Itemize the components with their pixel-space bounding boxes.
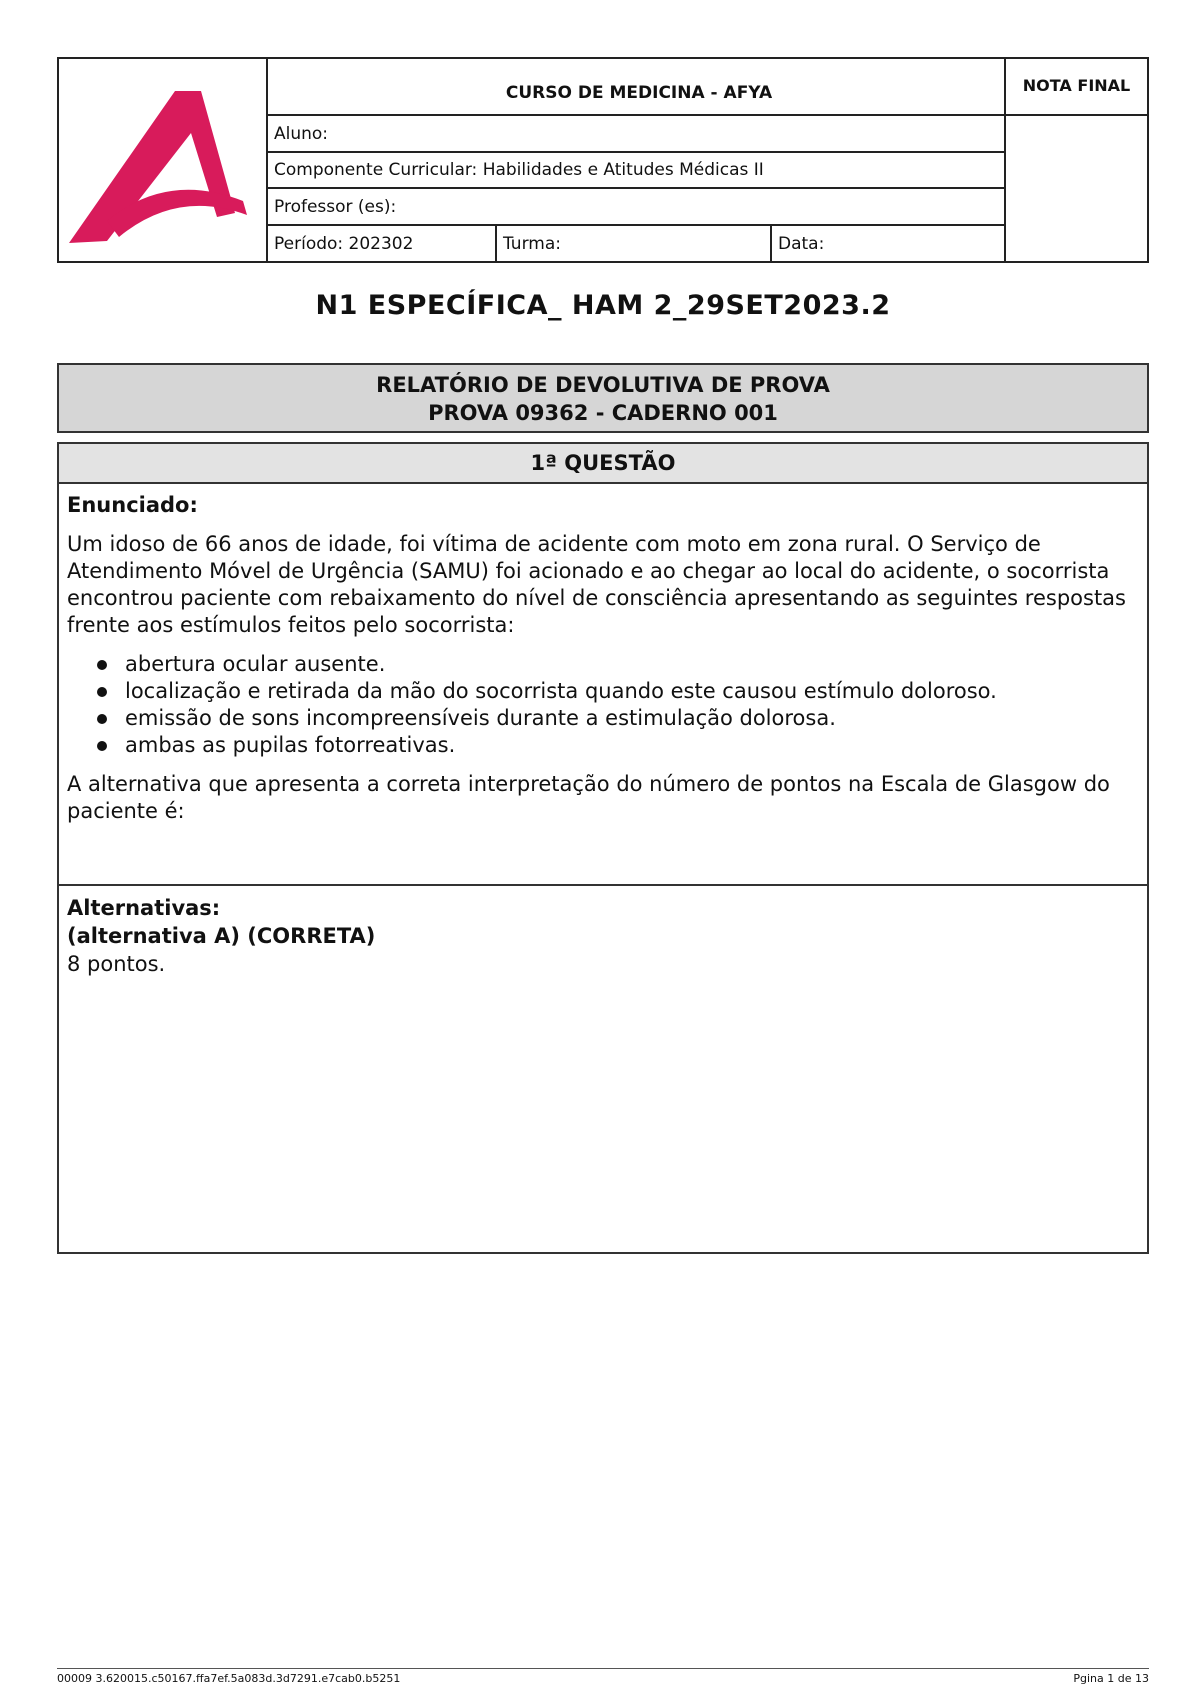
bullet-icon <box>97 687 107 697</box>
final-grade-label: NOTA FINAL <box>1006 59 1147 116</box>
list-item: ambas as pupilas fotorreativas. <box>125 732 1139 759</box>
header-table <box>57 57 1149 263</box>
date-field: Data: <box>778 233 825 254</box>
logo-cell <box>59 59 268 261</box>
report-banner <box>57 363 1149 433</box>
alternatives-label: Alternativas: <box>67 896 221 920</box>
list-item: abertura ocular ausente. <box>125 651 1139 678</box>
correct-alternative: (alternativa A) (CORRETA) <box>67 924 376 948</box>
alternatives-section <box>59 886 1147 986</box>
question-prompt: A alternativa que apresenta a correta interpretação do número de pontos na Escala de Glasgow do paciente é: <box>67 772 1110 823</box>
page-number: Pgina 1 de 13 <box>1073 1672 1149 1685</box>
course-title: CURSO DE MEDICINA - AFYA <box>268 59 1004 116</box>
professor-field: Professor (es): <box>268 189 1004 226</box>
period-row <box>268 226 1004 261</box>
class-field: Turma: <box>497 226 772 261</box>
correct-answer-text: 8 pontos. <box>67 952 166 976</box>
page-footer <box>57 1668 1149 1685</box>
question-box <box>57 442 1149 1254</box>
statement-label: Enunciado: <box>67 493 198 517</box>
list-item: localização e retirada da mão do socorrista quando este causou estímulo doloroso. <box>125 678 1139 705</box>
component-field: Componente Curricular: Habilidades e Atitudes Médicas II <box>268 153 1004 189</box>
list-item: emissão de sons incompreensíveis durante a estimulação dolorosa. <box>125 705 1139 732</box>
question-header: 1ª QUESTÃO <box>59 444 1147 484</box>
bullet-icon <box>97 741 107 751</box>
response-list <box>67 651 1139 759</box>
statement-text: Um idoso de 66 anos de idade, foi vítima de acidente com moto em zona rural. O Serviço de Atendimento Móvel de Urgência (SAMU) foi acionado e ao chegar ao local do acidente, o socorrista encontrou paciente com rebaixamento do nível de consciência apresentando as seguintes respostas frente aos estímulos feitos pelo socorrista: <box>67 532 1126 637</box>
student-field: Aluno: <box>268 116 1004 153</box>
exam-title: N1 ESPECÍFICA_ HAM 2_29SET2023.2 <box>315 290 891 321</box>
statement-section <box>59 484 1147 886</box>
report-subtitle: PROVA 09362 - CADERNO 001 <box>428 401 778 425</box>
bullet-icon <box>97 660 107 670</box>
bullet-icon <box>97 714 107 724</box>
final-grade-cell <box>1004 59 1147 261</box>
document-code: 00009 3.620015.c50167.ffa7ef.5a083d.3d7291.e7cab0.b5251 <box>57 1672 401 1685</box>
period-field: Período: 202302 <box>268 226 497 261</box>
report-title: RELATÓRIO DE DEVOLUTIVA DE PROVA <box>376 373 830 397</box>
afya-logo-icon <box>67 73 259 253</box>
